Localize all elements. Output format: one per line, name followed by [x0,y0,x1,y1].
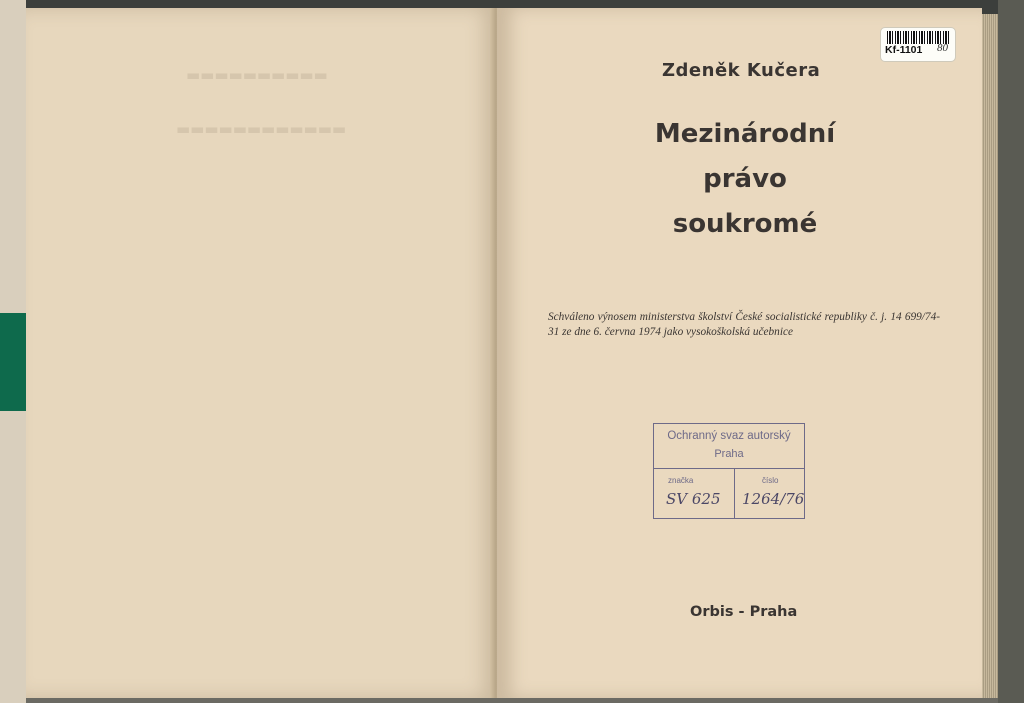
stamp-line-2: Praha [714,448,744,460]
cover-edge [0,0,26,703]
publisher: Orbis - Praha [690,604,798,620]
stamp-label-number: číslo [762,476,779,485]
stamp-line-1: Ochranný svaz autorský [667,430,791,442]
barcode-code: Kf-1101 [885,44,923,56]
stamp-header [654,424,804,469]
bleed-through-text: ▬▬▬▬▬▬▬▬▬▬ [186,66,328,84]
scanner-frame-right [998,0,1024,703]
title-line: právo [703,164,787,194]
barcode-label [880,27,956,62]
approval-note: Schváleno výnosem ministerstva školství České socialistické republiky č. j. 14 699/74-31 ze dne 6. června 1974 jako vysokoškolská učebnice [548,311,940,338]
stamp-label-mark: značka [668,476,694,485]
book-title [640,112,850,247]
author-name: Zdeněk Kučera [662,60,821,81]
left-page [26,8,496,698]
stamp-value-mark: SV 625 [666,490,721,508]
bleed-through-text: ▬▬▬▬▬▬▬▬▬▬▬▬ [176,120,347,138]
stamp-value-number: 1264/76 [742,490,805,508]
cover-green-stripe [0,313,26,411]
title-line: soukromé [672,209,818,239]
stamp-divider [734,468,735,518]
page-edges [982,14,998,698]
copyright-stamp [653,423,805,519]
barcode-handwritten-note: 80 [937,42,948,54]
title-line: Mezinárodní [654,119,836,149]
